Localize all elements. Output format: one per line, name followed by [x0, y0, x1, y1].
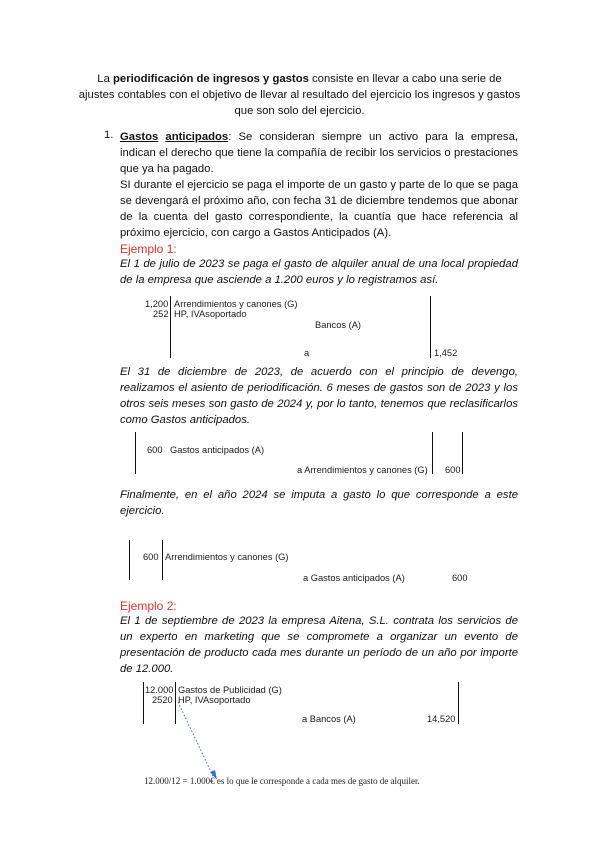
example1-final-text: Finalmente, en el año 2024 se imputa a gasto lo que corresponde a este ejercicio. [120, 489, 518, 517]
entry3-left-rule [129, 540, 130, 580]
entry2-debit-account: Gastos anticipados (A) [170, 445, 265, 455]
entry3-credit-account: a Gastos anticipados (A) [303, 573, 405, 583]
entry4-debit-amount-1: 12.000 [145, 685, 174, 695]
entry1-debit-amount-2: 252 [153, 309, 169, 319]
example1-statement: El 1 de julio de 2023 se paga el gasto de alquiler anual de una local propiedad de la empresa que asciende a 1.200 euros y lo registramos así. [120, 258, 518, 286]
entry3-debit-account: Arrendimientos y canones (G) [165, 552, 289, 562]
example2-note: 12.000/12 = 1.000€ es lo que le corresponde a cada mes de gasto de alquiler. [144, 776, 420, 786]
entry1-credit-amount: 1,452 [434, 348, 458, 358]
entry2-right-rule [462, 432, 463, 474]
intro-post: consiste en llevar a cabo una serie de ajustes contables con el objetivo de llevar al resultado del ejercicio los ingresos y gastos que son solo del ejercicio. [78, 73, 521, 117]
entry2-left-rule [135, 432, 136, 474]
entry1-debit-account-1: Arrendimientos y canones (G) [174, 299, 298, 309]
entry4-debit-amount-2: 2520 [152, 695, 173, 705]
entry4-debit-account-1: Gastos de Publicidad (G) [178, 685, 282, 695]
intro-pre: La [97, 73, 114, 85]
entry1-credit-prefix: a [304, 348, 310, 358]
entry3-mid-rule [162, 540, 163, 580]
entry3-credit-amount: 600 [452, 573, 468, 583]
section1-definition [120, 129, 518, 177]
intro-bold-term: periodificación de ingresos y gastos [113, 73, 309, 85]
entry4-credit-amount: 14,520 [427, 714, 456, 724]
section1-title-word2: anticipados [165, 131, 229, 143]
example2-statement: El 1 de septiembre de 2023 la empresa Aitena, S.L. contrata los servicios de un experto en marketing que se compromete a organizar un evento de presentación de producto cada mes durante un período de un año por importe de 12.000. [120, 615, 518, 675]
entry1-credit-rule [430, 296, 431, 358]
entry1-debit-account-2: HP, IVAsoportado [174, 309, 247, 319]
example1-adjust-text: El 31 de diciembre de 2023, de acuerdo con el principio de devengo, realizamos el asiento de periodificación. 6 meses de gastos son de 2023 y los otros seis meses son gasto de 2024 y, por lo tanto, tenemos que reclasificarlos como Gastos anticipados. [120, 366, 518, 426]
section1-explanation: SI durante el ejercicio se paga el importe de un gasto y parte de lo que se paga se devengará el próximo año, con fecha 31 de diciembre tendemos que abonar de la cuenta del gasto correspondiente, la cuantía que hace referencia al próximo ejercicio, con cargo a Gastos Anticipados (A). [120, 179, 518, 239]
entry4-debit-account-2: HP, IVAsoportado [178, 695, 251, 705]
section1-title-word1: Gastos [120, 131, 159, 143]
section1-definition-text: : Se consideran siempre un activo para la empresa, indican el derecho que tiene la compañía de recibir los servicios o prestaciones que ya ha pagado. [120, 131, 518, 175]
entry1-debit-rule [170, 296, 171, 358]
entry3-debit-amount: 600 [143, 552, 159, 562]
entry2-credit-account: a Arrendimientos y canones (G) [297, 465, 428, 475]
entry4-right-rule [458, 682, 459, 724]
example1-heading: Ejemplo 1: [120, 242, 177, 256]
example2-heading: Ejemplo 2: [120, 599, 177, 613]
entry4-credit-account: a Bancos (A) [302, 714, 356, 724]
entry2-debit-amount: 600 [147, 445, 163, 455]
entry1-credit-account: Bancos (A) [315, 320, 361, 330]
entry2-credit-amount: 600 [445, 465, 461, 475]
list-number: 1. [104, 129, 114, 141]
arrow-line [178, 702, 213, 776]
entry1-debit-amount-1: 1,200 [145, 299, 169, 309]
entry2-mid-rule [432, 432, 433, 474]
entry4-left-rule [143, 682, 144, 724]
intro-paragraph [78, 71, 521, 119]
